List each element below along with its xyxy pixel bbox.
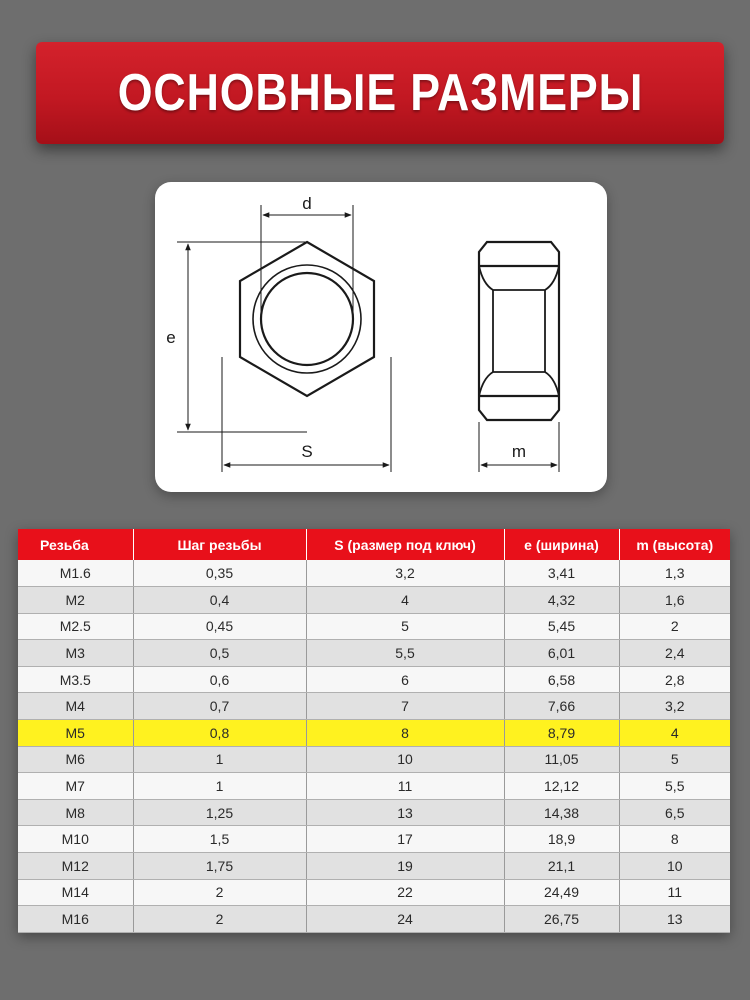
table-cell: 13 — [306, 799, 504, 826]
table-cell: М5 — [18, 720, 133, 747]
title-banner — [36, 42, 724, 144]
table-cell: М4 — [18, 693, 133, 720]
table-cell: 6,5 — [619, 799, 730, 826]
nut-top-view — [240, 242, 374, 396]
table-cell: 4 — [619, 720, 730, 747]
table-cell: 6,58 — [504, 666, 619, 693]
dimensions-table — [18, 529, 730, 933]
label-s: S — [301, 442, 313, 461]
nut-dimension-diagram — [155, 182, 607, 492]
table-cell: 3,2 — [306, 560, 504, 587]
table-row — [18, 720, 730, 747]
table-cell: 0,5 — [133, 640, 306, 667]
table-cell: М6 — [18, 746, 133, 773]
table-cell: 0,6 — [133, 666, 306, 693]
table-cell: 0,8 — [133, 720, 306, 747]
table-cell: 19 — [306, 853, 504, 880]
table-cell: 0,35 — [133, 560, 306, 587]
table-cell: 5 — [306, 613, 504, 640]
label-m: m — [511, 442, 527, 461]
thread-hole — [261, 273, 353, 365]
table-cell: 0,45 — [133, 613, 306, 640]
table-cell: 21,1 — [504, 853, 619, 880]
table-cell: 6,01 — [504, 640, 619, 667]
table-row — [18, 640, 730, 667]
table-cell: 5,5 — [306, 640, 504, 667]
table-cell: 10 — [619, 853, 730, 880]
table-cell: 13 — [619, 906, 730, 933]
table-cell: 10 — [306, 746, 504, 773]
table-row — [18, 746, 730, 773]
table-cell: М8 — [18, 799, 133, 826]
table-cell: 1,5 — [133, 826, 306, 853]
table-cell: М16 — [18, 906, 133, 933]
table-cell: 5 — [619, 746, 730, 773]
table-row — [18, 826, 730, 853]
table-cell: 3,41 — [504, 560, 619, 587]
table-cell: 1,3 — [619, 560, 730, 587]
table-cell: 18,9 — [504, 826, 619, 853]
table-cell: 24,49 — [504, 879, 619, 906]
table-cell: М3.5 — [18, 666, 133, 693]
table-cell: 6 — [306, 666, 504, 693]
table-header-row — [18, 529, 730, 560]
table-cell: 1 — [133, 773, 306, 800]
label-e: e — [166, 328, 176, 347]
table-cell: 11,05 — [504, 746, 619, 773]
table-cell: 5,45 — [504, 613, 619, 640]
table-cell: 7,66 — [504, 693, 619, 720]
table-cell: 0,4 — [133, 587, 306, 614]
table-cell: 2 — [619, 613, 730, 640]
table-cell: 2 — [133, 879, 306, 906]
table-cell: 26,75 — [504, 906, 619, 933]
table-cell: 8 — [306, 720, 504, 747]
table-cell: 2,4 — [619, 640, 730, 667]
table-cell: М12 — [18, 853, 133, 880]
label-d: d — [302, 194, 312, 213]
table-cell: 8,79 — [504, 720, 619, 747]
table-row — [18, 560, 730, 587]
table-cell: М2 — [18, 587, 133, 614]
table-cell: 12,12 — [504, 773, 619, 800]
table-row — [18, 587, 730, 614]
table-row — [18, 879, 730, 906]
table-cell: 1,6 — [619, 587, 730, 614]
table-cell: 2,8 — [619, 666, 730, 693]
table-cell: 1,25 — [133, 799, 306, 826]
table-cell: М3 — [18, 640, 133, 667]
header-s: S (размер под ключ) — [306, 529, 504, 560]
table-cell: 3,2 — [619, 693, 730, 720]
table-cell: М10 — [18, 826, 133, 853]
header-pitch: Шаг резьбы — [133, 529, 306, 560]
table-row — [18, 613, 730, 640]
table-cell: М1.6 — [18, 560, 133, 587]
dimension-lines — [177, 205, 559, 472]
table-cell: 1 — [133, 746, 306, 773]
table-cell: 7 — [306, 693, 504, 720]
table-cell: М14 — [18, 879, 133, 906]
table-row — [18, 693, 730, 720]
table-cell: 1,75 — [133, 853, 306, 880]
table-row — [18, 773, 730, 800]
table-row — [18, 799, 730, 826]
table-cell: 24 — [306, 906, 504, 933]
table-cell: М7 — [18, 773, 133, 800]
side-outline — [479, 242, 559, 420]
table-cell: 22 — [306, 879, 504, 906]
table-cell: 11 — [619, 879, 730, 906]
table-cell: 11 — [306, 773, 504, 800]
nut-diagram-card — [155, 182, 607, 492]
table-cell: 14,38 — [504, 799, 619, 826]
page-title: ОСНОВНЫЕ РАЗМЕРЫ — [117, 64, 643, 122]
table-cell: 5,5 — [619, 773, 730, 800]
table-cell: М2.5 — [18, 613, 133, 640]
table-cell: 8 — [619, 826, 730, 853]
header-e: е (ширина) — [504, 529, 619, 560]
dimensions-table-wrapper — [18, 529, 730, 933]
table-row — [18, 853, 730, 880]
header-thread: Резьба — [18, 529, 133, 560]
table-cell: 17 — [306, 826, 504, 853]
chamfer-circle — [253, 265, 361, 373]
header-m: m (высота) — [636, 536, 714, 553]
table-cell: 4 — [306, 587, 504, 614]
table-cell: 2 — [133, 906, 306, 933]
table-cell: 0,7 — [133, 693, 306, 720]
nut-side-view — [479, 242, 559, 420]
table-cell: 4,32 — [504, 587, 619, 614]
table-row — [18, 906, 730, 933]
table-row — [18, 666, 730, 693]
